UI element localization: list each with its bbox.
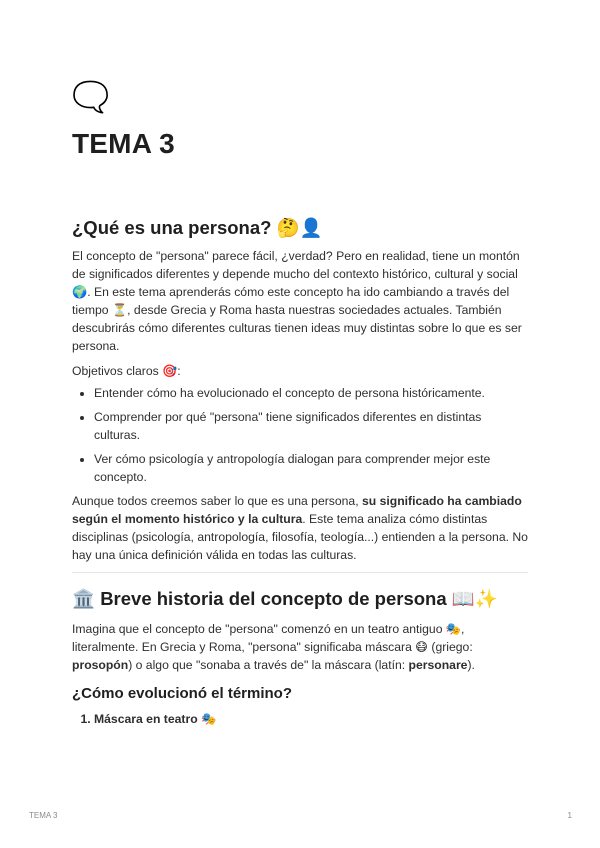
term-personare: personare [408,658,468,672]
objectives-list [72,384,528,486]
term-prosopon: prosopón [72,658,129,672]
theater-masks-icon: 🎭 [445,622,462,636]
list-item: • Comprender por qué "persona" tiene significados diferentes en distintas culturas. [94,408,528,444]
speech-bubble-icon: 🗨️ [72,80,110,115]
hourglass-icon: ⏳ [111,303,128,317]
objectives-label [72,362,528,380]
history-text-4: ) o algo que "sonaba a través de" la máscara (latín: [128,658,409,672]
classical-building-icon: 🏛️ [72,589,96,610]
objectives-colon: : [177,364,181,378]
history-text-1: Imagina que el concepto de "persona" comenzó en un teatro antiguo [72,622,446,636]
history-text-2: , literalmente. En Grecia y Roma, "persona" significaba máscara [72,622,465,654]
intro-text-3: , desde Grecia y Roma hasta nuestras sociedades actuales. También descubrirás cómo diferentes culturas tienen ideas muy distintas sobre lo que es ser persona. [72,303,522,353]
summary-text-2: . Este tema analiza cómo distintas disciplinas (psicología, antropología, filosofía, teología...) entienden a la persona. No hay una única definición válida en todas las culturas. [72,512,528,562]
divider [72,572,528,573]
footer-title: TEMA 3 [29,811,58,820]
document-page [72,80,528,728]
subsection-heading-evolucion: ¿Cómo evolucionó el término? [72,685,293,702]
evolution-list [72,710,528,728]
page-title: TEMA 3 [72,128,175,159]
section-heading-text: ¿Qué es una persona? [72,217,272,238]
page-number: 1 [567,811,572,820]
summary-text-1: Aunque todos creemos saber lo que es una persona, [72,494,362,508]
summary-paragraph [72,492,528,564]
list-item-label: Máscara en teatro [94,712,198,726]
summary-bold-text: su significado ha cambiado según el momento histórico y la cultura [72,494,522,526]
list-item [94,710,528,728]
section-heading-historia [72,587,528,612]
history-paragraph [72,620,528,674]
target-icon: 🎯 [162,364,178,378]
theater-masks-icon: 🎭 [201,712,217,726]
intro-text-2: . En este tema aprenderás cómo este concepto ha ido cambiando a través del tiempo [72,285,510,317]
thinking-person-icon: 🤔👤 [276,218,323,239]
intro-text-1: El concepto de "persona" parece fácil, ¿verdad? Pero en realidad, tiene un montón de significados diferentes y depende mucho del contexto histórico, cultural y social [72,249,520,281]
list-item: • Ver cómo psicología y antropología dialogan para comprender mejor este concepto. [94,450,528,486]
book-sparkles-icon: 📖✨ [451,589,498,610]
section-heading-persona [72,216,528,241]
history-text-5: ). [467,658,475,672]
globe-icon: 🌍 [72,285,88,299]
mask-face-icon: 😷 [415,640,428,654]
objectives-label-text: Objetivos claros [72,364,163,378]
intro-paragraph [72,247,528,355]
section-heading-text: Breve historia del concepto de persona [100,588,447,609]
history-text-3: (griego: [428,640,473,654]
list-item: • Entender cómo ha evolucionado el concepto de persona históricamente. [94,384,528,402]
